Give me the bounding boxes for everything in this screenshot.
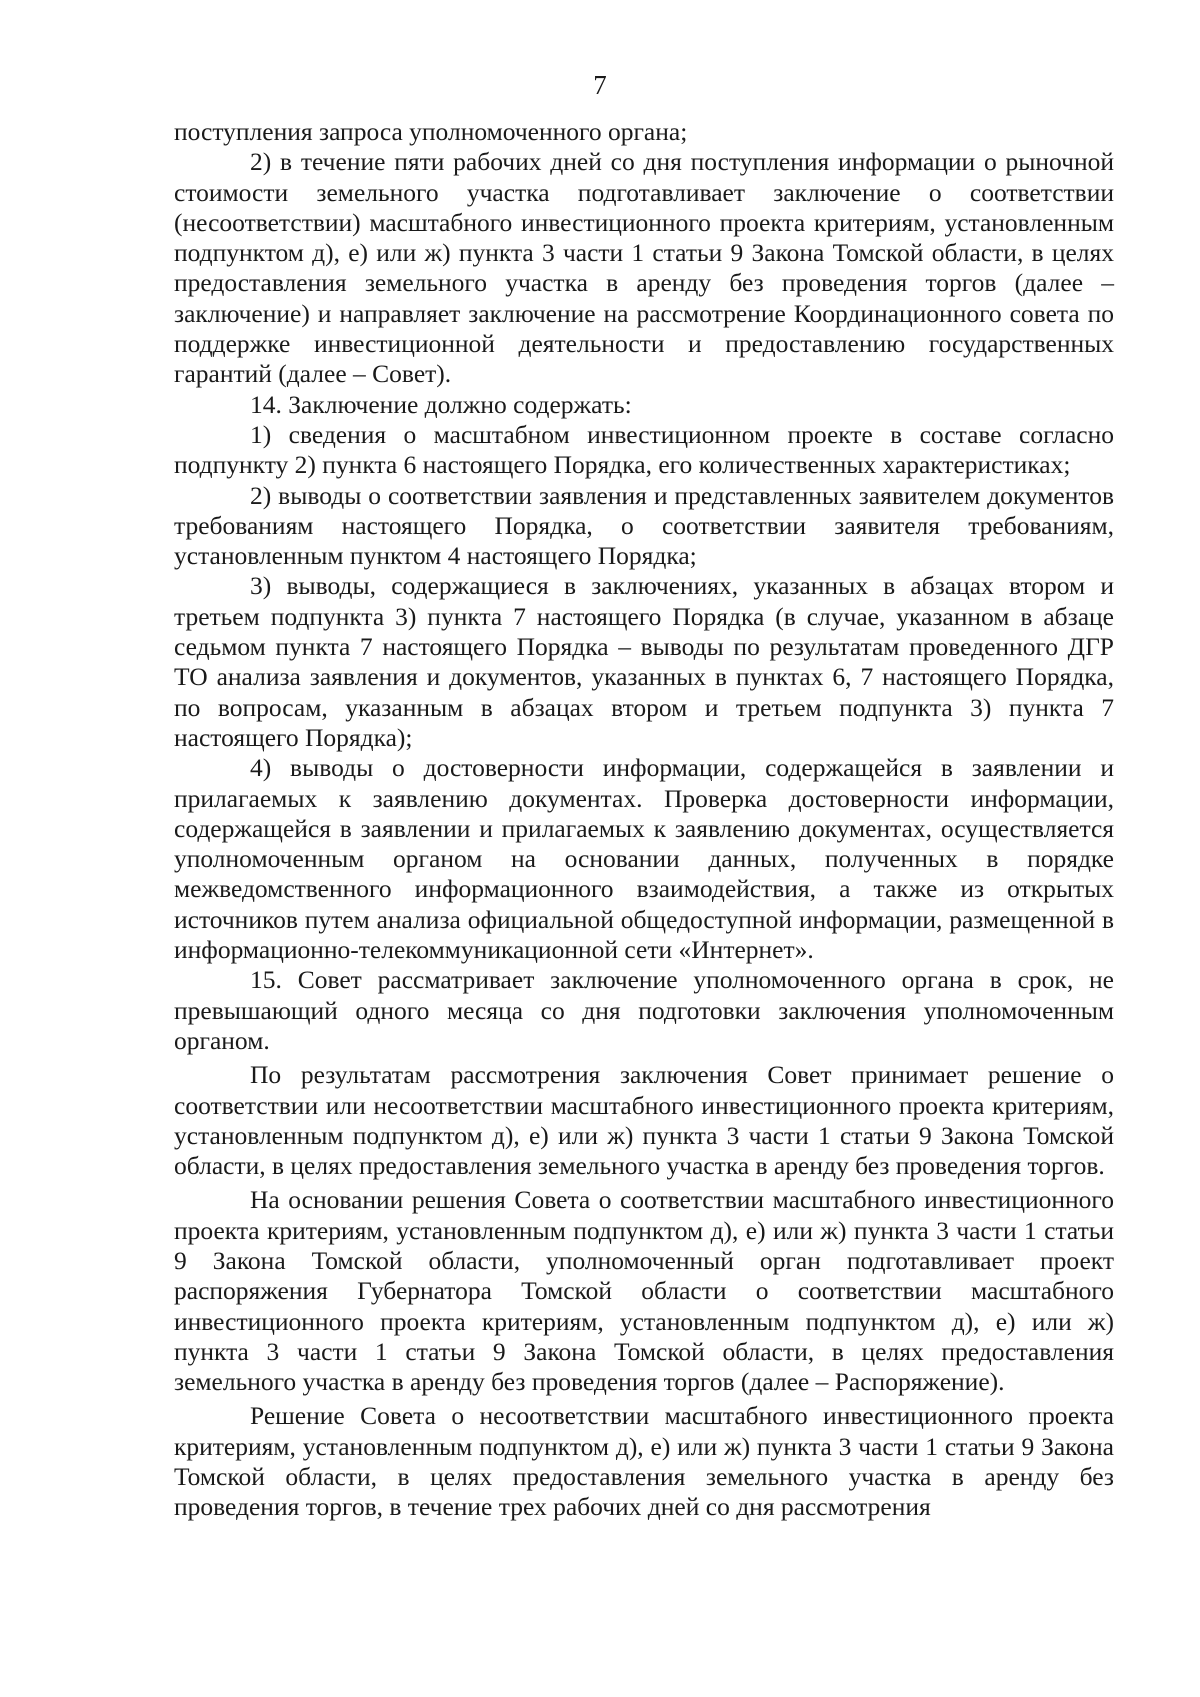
paragraph-item-14-2: 2) выводы о соответствии заявления и представленных заявителем документов требованиям настоящего Порядка, о соответствии заявителя требованиям, установленным пунктом 4 настоящего Порядка; xyxy=(174,480,1114,571)
paragraph-continuation: поступления запроса уполномоченного органа; xyxy=(174,117,688,146)
paragraph-council-decision: По результатам рассмотрения заключения Совет принимает решение о соответствии или несоответствии масштабного инвестиционного проекта критериям, установленным подпунктом д), е) или ж) пункта 3 части 1 статьи 9 Закона Томской области, в целях предоставления земельного участка в аренду без проведения торгов. xyxy=(174,1060,1114,1181)
paragraph-order-preparation: На основании решения Совета о соответствии масштабного инвестиционного проекта критериям, установленным подпунктом д), е) или ж) пункта 3 части 1 статьи 9 Закона Томской области, уполномоченный орган подготавливает проект распоряжения Губернатора Томской области о соответствии масштабного инвестиционного проекта критериям, установленным подпунктом д), е) или ж) пункта 3 части 1 статьи 9 Закона Томской области, в целях предоставления земельного участка в аренду без проведения торгов (далее – Распоряжение). xyxy=(174,1185,1114,1397)
paragraph-section-14: 14. Заключение должно содержать: xyxy=(250,389,632,419)
paragraph-item-14-1: 1) сведения о масштабном инвестиционном проекте в составе согласно подпункту 2) пункта 6 настоящего Порядка, его количественных характеристиках; xyxy=(174,419,1114,480)
paragraph-item-14-3: 3) выводы, содержащиеся в заключениях, указанных в абзацах втором и третьем подпункта 3) пункта 7 настоящего Порядка (в случае, указанном в абзаце седьмом пункта 7 настоящего Порядка – выводы по результатам проведенного ДГР ТО анализа заявления и документов, указанных в пунктах 6, 7 настоящего Порядка, по вопросам, указанным в абзацах втором и третьем подпункта 3) пункта 7 настоящего Порядка); xyxy=(174,571,1114,752)
paragraph-item-2: 2) в течение пяти рабочих дней со дня поступления информации о рыночной стоимости земельного участка подготавливает заключение о соответствии (несоответствии) масштабного инвестиционного проекта критериям, установленным подпунктом д), е) или ж) пункта 3 части 1 статьи 9 Закона Томской области, в целях предоставления земельного участка в аренду без проведения торгов (далее – заключение) и направляет заключение на рассмотрение Координационного совета по поддержке инвестиционной деятельности и предоставлению государственных гарантий (далее – Совет). xyxy=(174,147,1114,389)
paragraph-item-14-4: 4) выводы о достоверности информации, содержащейся в заявлении и прилагаемых к заявлению документах. Проверка достоверности информации, содержащейся в заявлении и прилагаемых к заявлению документах, осуществляется уполномоченным органом на основании данных, полученных в порядке межведомственного информационного взаимодействия, а также из открытых источников путем анализа официальной общедоступной информации, размещенной в информационно-телекоммуникационной сети «Интернет». xyxy=(174,753,1114,965)
document-body xyxy=(174,117,1114,1523)
paragraph-section-15: 15. Совет рассматривает заключение уполномоченного органа в срок, не превышающий одного месяца со дня подготовки заключения уполномоченным органом. xyxy=(174,965,1114,1055)
page-number: 7 xyxy=(593,70,607,100)
paragraph-negative-decision: Решение Совета о несоответствии масштабного инвестиционного проекта критериям, установленным подпунктом д), е) или ж) пункта 3 части 1 статьи 9 Закона Томской области, в целях предоставления земельного участка в аренду без проведения торгов, в течение трех рабочих дней со дня рассмотрения xyxy=(174,1401,1114,1522)
